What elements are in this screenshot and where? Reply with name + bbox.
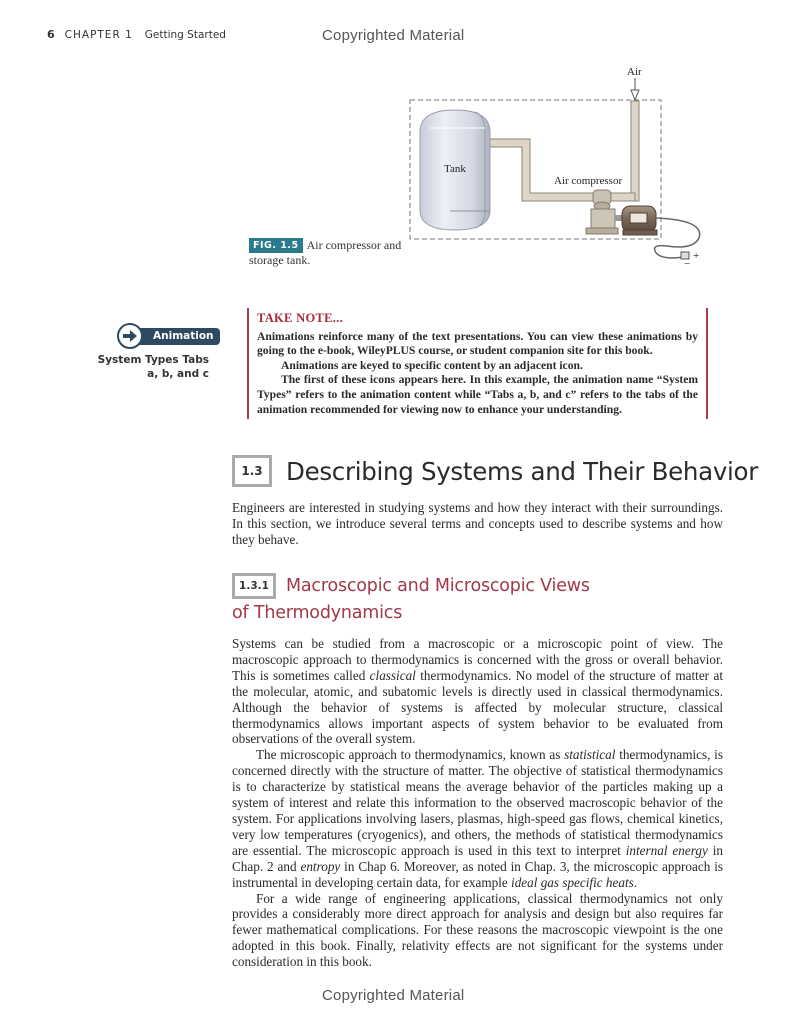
animation-badge-label: Animation — [131, 328, 220, 345]
figure-caption — [249, 238, 409, 268]
body-paragraph: The microscopic approach to thermodynamics, known as statistical thermodynamics, is concerned directly with the structure of matter. The objective of statistical thermodynamics is to characterize by statistical means the average behavior of the particles making up a system of interest and relate this information to the observed macroscopic behavior of the system. For applications involving lasers, plasmas, high-speed gas flows, chemical kinetics, very low temperatures (cryogenics), and others, the methods of statistical thermodynamics are essential. The microscopic approach is used in this text to interpret internal energy in Chap. 2 and entropy in Chap 6. Moreover, as noted in Chap. 3, the microscopic approach is instrumental in developing certain data, for example ideal gas specific heats. — [232, 747, 723, 890]
animation-margin-note[interactable] — [95, 323, 214, 381]
take-note-paragraph: Animations reinforce many of the text presentations. You can view these animations by going to the e-book, WileyPLUS course, or student companion site for this book. — [257, 329, 698, 358]
subsection-heading — [232, 573, 632, 623]
section-number: 1.3 — [232, 455, 272, 487]
chapter-title: Getting Started — [144, 29, 226, 41]
section-intro-paragraph: Engineers are interested in studying systems and how they interact with their surroundings. In this section, we introduce several terms and concepts used to describe systems and how they behave. — [232, 500, 723, 547]
air-compressor-diagram — [405, 60, 715, 270]
page-number: 6 — [47, 28, 55, 41]
minus-label: − — [684, 258, 691, 270]
copyright-text-bottom: Copyrighted Material — [322, 987, 465, 1004]
figure-number-badge: FIG. 1.5 — [249, 238, 303, 253]
figure-caption-text: Air compressor and storage tank. — [249, 238, 402, 267]
copyright-text-top: Copyrighted Material — [322, 27, 465, 44]
chapter-label: CHAPTER 1 — [64, 29, 133, 41]
subsection-title-line2: of Thermodynamics — [232, 603, 403, 623]
body-paragraph: For a wide range of engineering applications, classical thermodynamics not only provides a considerably more direct approach for analysis and design but also requires far fewer mathematical complications. For these reasons the macroscopic viewpoint is the one adopted in this book. Finally, relativity effects are not significant for the systems under consideration in this book. — [232, 890, 723, 970]
subsection-number: 1.3.1 — [232, 573, 276, 599]
take-note-paragraph: Animations are keyed to specific content by an adjacent icon. — [281, 358, 583, 372]
section-heading — [232, 455, 758, 487]
subsection-title-line1: Macroscopic and Microscopic Views — [286, 576, 590, 596]
figure-air-compressor — [405, 60, 715, 270]
air-label: Air — [627, 66, 642, 78]
section-title: Describing Systems and Their Behavior — [286, 456, 758, 486]
subsection-body — [232, 636, 723, 970]
take-note-title: TAKE NOTE... — [257, 311, 344, 325]
take-note-box — [247, 308, 708, 419]
animation-badge[interactable] — [95, 323, 220, 349]
arrow-right-circle-icon — [117, 323, 143, 349]
running-head — [47, 28, 226, 41]
body-paragraph: Systems can be studied from a macroscopic or a microscopic point of view. The macroscopic approach to thermodynamics is concerned with the gross or overall behavior. This is sometimes called classical thermodynamics. No model of the structure of matter at the molecular, atomic, and subatomic levels is directly used in classical thermodynamics. Although the behavior of systems is affected by molecular structure, classical thermodynamics allows important aspects of system behavior to be evaluated from observations of the overall system. — [232, 636, 723, 747]
tank-label: Tank — [444, 163, 466, 175]
compressor-label: Air compressor — [554, 175, 623, 187]
take-note-paragraph: The first of these icons appears here. In this example, the animation name “System Types” refers to the animation content while “Tabs a, b, and c” refers to the tabs of the animation recommended for viewing now to enhance your understanding. — [257, 373, 698, 416]
section-intro — [232, 500, 723, 548]
plus-label: + — [693, 250, 700, 262]
animation-caption: System Types Tabs a, b, and c — [97, 354, 209, 380]
